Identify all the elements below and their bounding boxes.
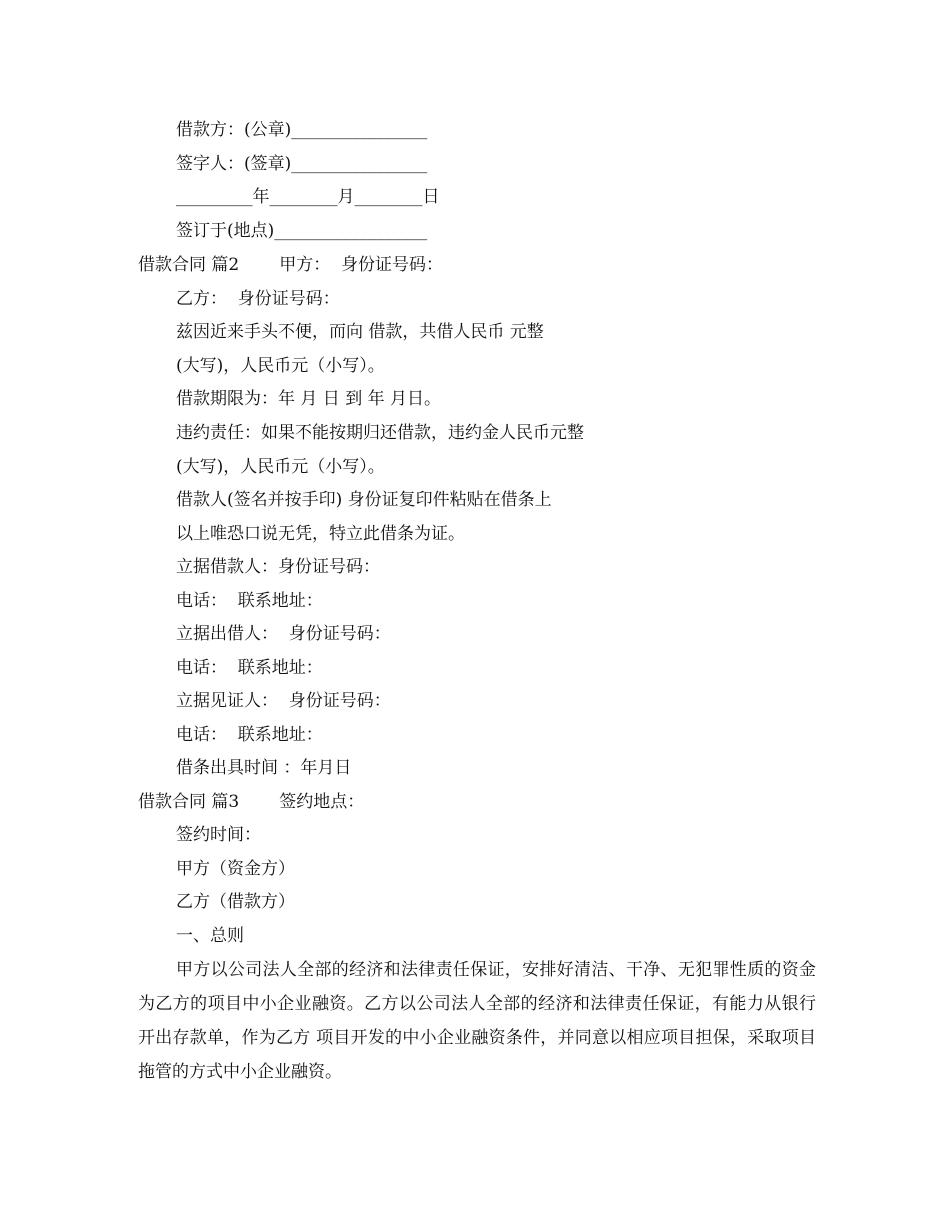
section3-heading bbox=[138, 792, 364, 812]
section2-line: 兹因近来手头不便，而向 借款，共借人民币 元整 bbox=[176, 322, 544, 342]
section2-heading-extra: 甲方： 身份证号码： bbox=[279, 255, 444, 275]
signatory-seal-line: 签字人：(签章)________________ bbox=[176, 154, 428, 174]
section2-line: 乙方： 身份证号码： bbox=[176, 289, 340, 309]
section2-line: 立据借款人：身份证号码： bbox=[176, 557, 380, 577]
section2-line: 借条出具时间 ：年月日 bbox=[176, 758, 352, 778]
section3-line: 甲方（资金方） bbox=[176, 859, 295, 879]
section2-line: 借款期限为：年 月 日 到 年 月日。 bbox=[176, 389, 442, 409]
section2-line: 立据出借人： 身份证号码： bbox=[176, 624, 391, 644]
section2-line: 以上唯恐口说无凭，特立此借条为证。 bbox=[176, 524, 465, 544]
section2-line: 电话： 联系地址： bbox=[176, 725, 323, 745]
section2-heading bbox=[138, 255, 443, 275]
section2-line: 电话： 联系地址： bbox=[176, 591, 323, 611]
section2-line: 违约责任：如果不能按期归还借款，违约金人民币元整 bbox=[176, 423, 584, 443]
section2-line: 立据见证人： 身份证号码： bbox=[176, 691, 391, 711]
section2-line: (大写)，人民币元（小写）。 bbox=[176, 457, 385, 477]
section3-title: 借款合同 篇3 bbox=[138, 792, 240, 812]
section3-line: 签约时间： bbox=[176, 825, 261, 845]
section3-paragraph: 甲方以公司法人全部的经济和法律责任保证，安排好清洁、干净、无犯罪性质的资金为乙方的项目中小企业融资。乙方以公司法人全部的经济和法律责任保证，有能力从银行开出存款单，作为乙方 项目开发的中小企业融资条件，并同意以相应项目担保，采取项目拖管的方式中小企业融资。 bbox=[138, 960, 816, 1082]
signed-at-line: 签订于(地点)__________________ bbox=[176, 221, 428, 241]
section2-title: 借款合同 篇2 bbox=[138, 255, 240, 275]
section2-line: 借款人(签名并按手印) 身份证复印件粘贴在借条上 bbox=[176, 490, 552, 510]
section3-line: 一、总则 bbox=[176, 926, 244, 946]
section3-line: 乙方（借款方） bbox=[176, 892, 295, 912]
section2-line: (大写)，人民币元（小写）。 bbox=[176, 356, 385, 376]
date-line: _________年________月________日 bbox=[176, 187, 440, 207]
borrower-seal-line: 借款方：(公章)________________ bbox=[176, 120, 428, 140]
section2-line: 电话： 联系地址： bbox=[176, 658, 323, 678]
section3-heading-extra: 签约地点： bbox=[279, 792, 365, 812]
